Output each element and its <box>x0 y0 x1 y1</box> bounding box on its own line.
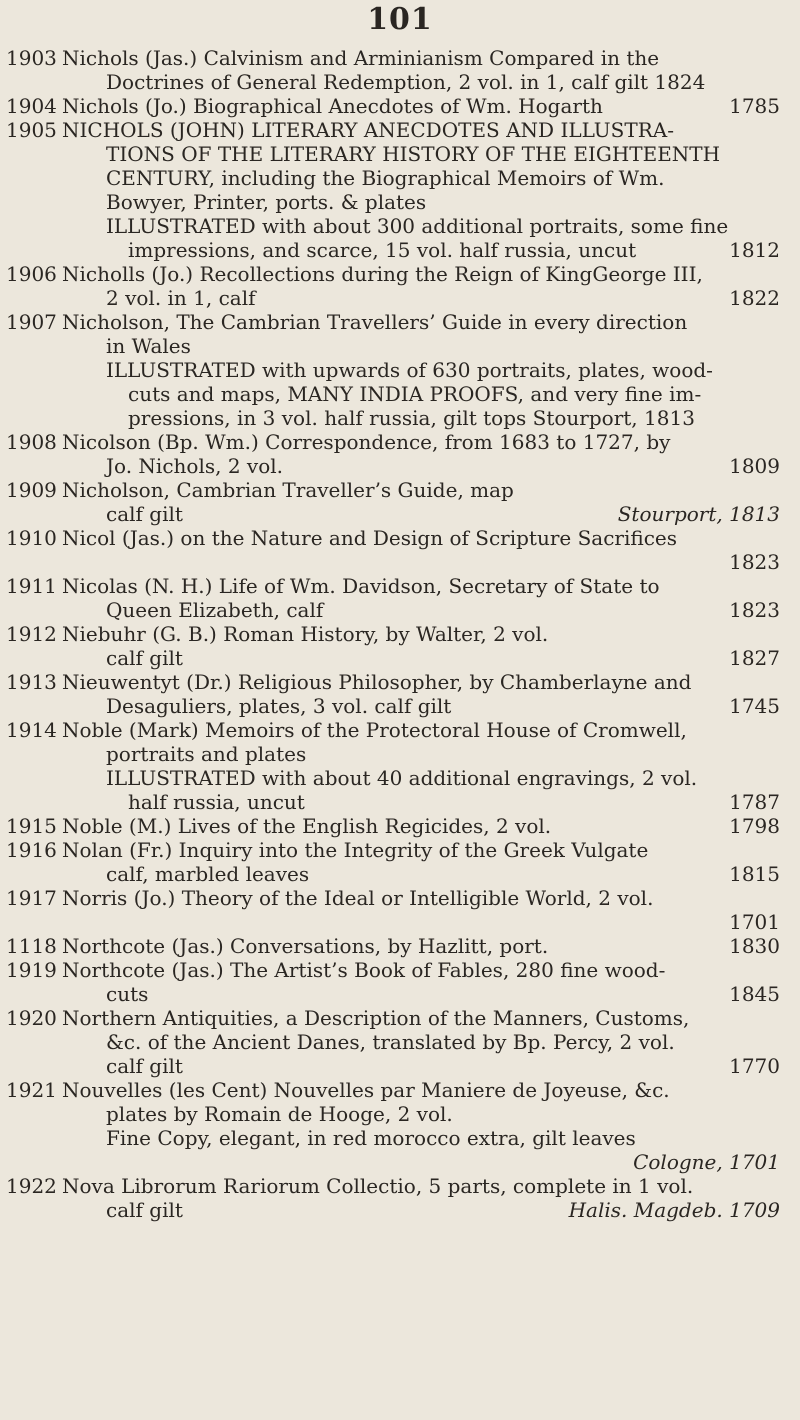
entry-text: CENTURY, including the Biographical Memoirs of Wm. <box>106 166 665 190</box>
entry-line <box>0 574 800 598</box>
entry-number: 1910 <box>6 526 57 550</box>
entry-line <box>0 670 800 694</box>
catalogue-entry <box>0 262 800 310</box>
entry-line <box>0 430 800 454</box>
entry-line <box>0 190 800 214</box>
catalogue-entries <box>0 46 800 1222</box>
entry-text: &c. of the Ancient Danes, translated by Bp. Percy, 2 vol. <box>106 1030 675 1054</box>
entry-text: calf gilt <box>106 1198 183 1222</box>
entry-line <box>0 1102 800 1126</box>
entry-text: Nicholson, The Cambrian Travellers’ Guide in every direction <box>62 310 688 334</box>
catalogue-entry <box>0 958 800 1006</box>
entry-number: 1920 <box>6 1006 57 1030</box>
catalogue-entry <box>0 526 800 574</box>
entry-date: 1815 <box>729 862 780 886</box>
catalogue-entry <box>0 838 800 886</box>
entry-line <box>0 598 800 622</box>
entry-number: 1921 <box>6 1078 57 1102</box>
entry-text: Queen Elizabeth, calf <box>106 598 324 622</box>
catalogue-entry <box>0 718 800 814</box>
entry-line <box>0 958 800 982</box>
entry-date: 1827 <box>729 646 780 670</box>
entry-line <box>0 382 800 406</box>
catalogue-entry <box>0 622 800 670</box>
entry-line <box>0 742 800 766</box>
entry-number: 1911 <box>6 574 57 598</box>
entry-line <box>0 790 800 814</box>
entry-text: Norris (Jo.) Theory of the Ideal or Intelligible World, 2 vol. <box>62 886 654 910</box>
entry-number: 1914 <box>6 718 57 742</box>
entry-text: Jo. Nichols, 2 vol. <box>106 454 283 478</box>
entry-line <box>0 358 800 382</box>
entry-text: ILLUSTRATED with about 40 additional engravings, 2 vol. <box>106 766 698 790</box>
entry-line <box>0 1030 800 1054</box>
entry-date: 1809 <box>729 454 780 478</box>
entry-text: portraits and plates <box>106 742 307 766</box>
entry-text: calf gilt <box>106 502 183 526</box>
entry-text: Nieuwentyt (Dr.) Religious Philosopher, by Chamberlayne and <box>62 670 692 694</box>
entry-text: Nichols (Jo.) Biographical Anecdotes of Wm. Hogarth <box>62 94 603 118</box>
entry-number: 1919 <box>6 958 57 982</box>
entry-text: calf gilt <box>106 1054 183 1078</box>
entry-line <box>0 886 800 910</box>
entry-number: 1118 <box>6 934 57 958</box>
entry-date: 1830 <box>729 934 780 958</box>
entry-text: Nicholls (Jo.) Recollections during the Reign of KingGeorge III, <box>62 262 703 286</box>
entry-text: Nicholson, Cambrian Traveller’s Guide, map <box>62 478 514 502</box>
catalogue-entry <box>0 814 800 838</box>
entry-text: Bowyer, Printer, ports. & plates <box>106 190 427 214</box>
entry-line <box>0 766 800 790</box>
entry-line <box>0 118 800 142</box>
entry-line <box>0 838 800 862</box>
entry-text: calf, marbled leaves <box>106 862 310 886</box>
entry-text: Northcote (Jas.) The Artist’s Book of Fables, 280 fine wood- <box>62 958 666 982</box>
catalogue-entry <box>0 478 800 526</box>
catalogue-entry <box>0 1078 800 1174</box>
entry-line <box>0 166 800 190</box>
entry-line <box>0 502 800 526</box>
entry-number: 1906 <box>6 262 57 286</box>
entry-text: NICHOLS (JOHN) LITERARY ANECDOTES AND ILLUSTRA- <box>62 118 674 142</box>
catalogue-entry <box>0 934 800 958</box>
catalogue-entry <box>0 574 800 622</box>
entry-text: calf gilt <box>106 646 183 670</box>
catalogue-entry <box>0 94 800 118</box>
catalogue-entry <box>0 310 800 430</box>
entry-line <box>0 334 800 358</box>
entry-text: Nicolas (N. H.) Life of Wm. Davidson, Secretary of State to <box>62 574 660 598</box>
entry-text: Northern Antiquities, a Description of the Manners, Customs, <box>62 1006 690 1030</box>
entry-date: 1745 <box>729 694 780 718</box>
entry-text: Nouvelles (les Cent) Nouvelles par Maniere de Joyeuse, &c. <box>62 1078 670 1102</box>
entry-line <box>0 262 800 286</box>
entry-date: Cologne, 1701 <box>633 1150 780 1174</box>
entry-text: Noble (M.) Lives of the English Regicides, 2 vol. <box>62 814 552 838</box>
page-number: 101 <box>367 2 433 37</box>
entry-line <box>0 454 800 478</box>
entry-date: 1845 <box>729 982 780 1006</box>
entry-text: Noble (Mark) Memoirs of the Protectoral House of Cromwell, <box>62 718 687 742</box>
catalogue-entry <box>0 118 800 262</box>
entry-line <box>0 1198 800 1222</box>
entry-line <box>0 46 800 70</box>
entry-text: TIONS OF THE LITERARY HISTORY OF THE EIGHTEENTH <box>106 142 721 166</box>
catalogue-entry <box>0 886 800 934</box>
entry-text: Desaguliers, plates, 3 vol. calf gilt <box>106 694 452 718</box>
entry-line <box>0 1078 800 1102</box>
entry-text: plates by Romain de Hooge, 2 vol. <box>106 1102 453 1126</box>
entry-text: Nicolson (Bp. Wm.) Correspondence, from 1683 to 1727, by <box>62 430 671 454</box>
entry-line <box>0 1150 800 1174</box>
entry-line <box>0 814 800 838</box>
entry-date: 1785 <box>729 94 780 118</box>
catalogue-entry <box>0 430 800 478</box>
entry-number: 1904 <box>6 94 57 118</box>
entry-number: 1917 <box>6 886 57 910</box>
entry-line <box>0 862 800 886</box>
entry-number: 1908 <box>6 430 57 454</box>
entry-line <box>0 406 800 430</box>
entry-text: impressions, and scarce, 15 vol. half russia, uncut <box>128 238 637 262</box>
entry-number: 1916 <box>6 838 57 862</box>
catalogue-entry <box>0 1006 800 1078</box>
entry-line <box>0 718 800 742</box>
entry-date: 1701 <box>729 910 780 934</box>
entry-text: 2 vol. in 1, calf <box>106 286 256 310</box>
entry-line <box>0 1126 800 1150</box>
entry-line <box>0 286 800 310</box>
entry-number: 1913 <box>6 670 57 694</box>
entry-line <box>0 694 800 718</box>
entry-number: 1905 <box>6 118 57 142</box>
entry-line <box>0 646 800 670</box>
entry-text: pressions, in 3 vol. half russia, gilt tops Stourport, 1813 <box>128 406 695 430</box>
entry-line <box>0 1174 800 1198</box>
entry-number: 1915 <box>6 814 57 838</box>
entry-date: Halis. Magdeb. 1709 <box>568 1198 780 1222</box>
entry-line <box>0 934 800 958</box>
entry-line <box>0 526 800 550</box>
entry-number: 1912 <box>6 622 57 646</box>
entry-date: 1770 <box>729 1054 780 1078</box>
entry-text: cuts and maps, MANY INDIA PROOFS, and very fine im- <box>128 382 702 406</box>
entry-line <box>0 238 800 262</box>
entry-date: 1812 <box>729 238 780 262</box>
entry-line <box>0 982 800 1006</box>
entry-number: 1903 <box>6 46 57 70</box>
entry-line <box>0 1054 800 1078</box>
catalogue-entry <box>0 670 800 718</box>
entry-number: 1907 <box>6 310 57 334</box>
entry-line <box>0 214 800 238</box>
entry-date: 1823 <box>729 598 780 622</box>
entry-line <box>0 478 800 502</box>
entry-text: Niebuhr (G. B.) Roman History, by Walter, 2 vol. <box>62 622 549 646</box>
entry-line <box>0 1006 800 1030</box>
entry-text: Nolan (Fr.) Inquiry into the Integrity of the Greek Vulgate <box>62 838 649 862</box>
entry-text: in Wales <box>106 334 191 358</box>
entry-date: 1823 <box>729 550 780 574</box>
entry-number: 1922 <box>6 1174 57 1198</box>
entry-text: ILLUSTRATED with about 300 additional portraits, some fine <box>106 214 729 238</box>
catalogue-entry <box>0 1174 800 1222</box>
entry-text: Northcote (Jas.) Conversations, by Hazlitt, port. <box>62 934 549 958</box>
entry-number: 1909 <box>6 478 57 502</box>
entry-text: Nova Librorum Rariorum Collectio, 5 parts, complete in 1 vol. <box>62 1174 694 1198</box>
catalogue-entry <box>0 46 800 94</box>
entry-line <box>0 622 800 646</box>
entry-line <box>0 142 800 166</box>
entry-date: Stourport, 1813 <box>617 502 780 526</box>
entry-text: cuts <box>106 982 149 1006</box>
entry-text: half russia, uncut <box>128 790 305 814</box>
entry-line <box>0 550 800 574</box>
entry-line <box>0 94 800 118</box>
entry-text: ILLUSTRATED with upwards of 630 portraits, plates, wood- <box>106 358 713 382</box>
entry-text: Nicol (Jas.) on the Nature and Design of Scripture Sacrifices <box>62 526 677 550</box>
entry-line <box>0 70 800 94</box>
entry-date: 1798 <box>729 814 780 838</box>
entry-text: Nichols (Jas.) Calvinism and Arminianism Compared in the <box>62 46 660 70</box>
entry-line <box>0 310 800 334</box>
entry-text: Fine Copy, elegant, in red morocco extra, gilt leaves <box>106 1126 636 1150</box>
entry-date: 1787 <box>729 790 780 814</box>
entry-text: Doctrines of General Redemption, 2 vol. in 1, calf gilt 1824 <box>106 70 706 94</box>
entry-line <box>0 910 800 934</box>
entry-date: 1822 <box>729 286 780 310</box>
